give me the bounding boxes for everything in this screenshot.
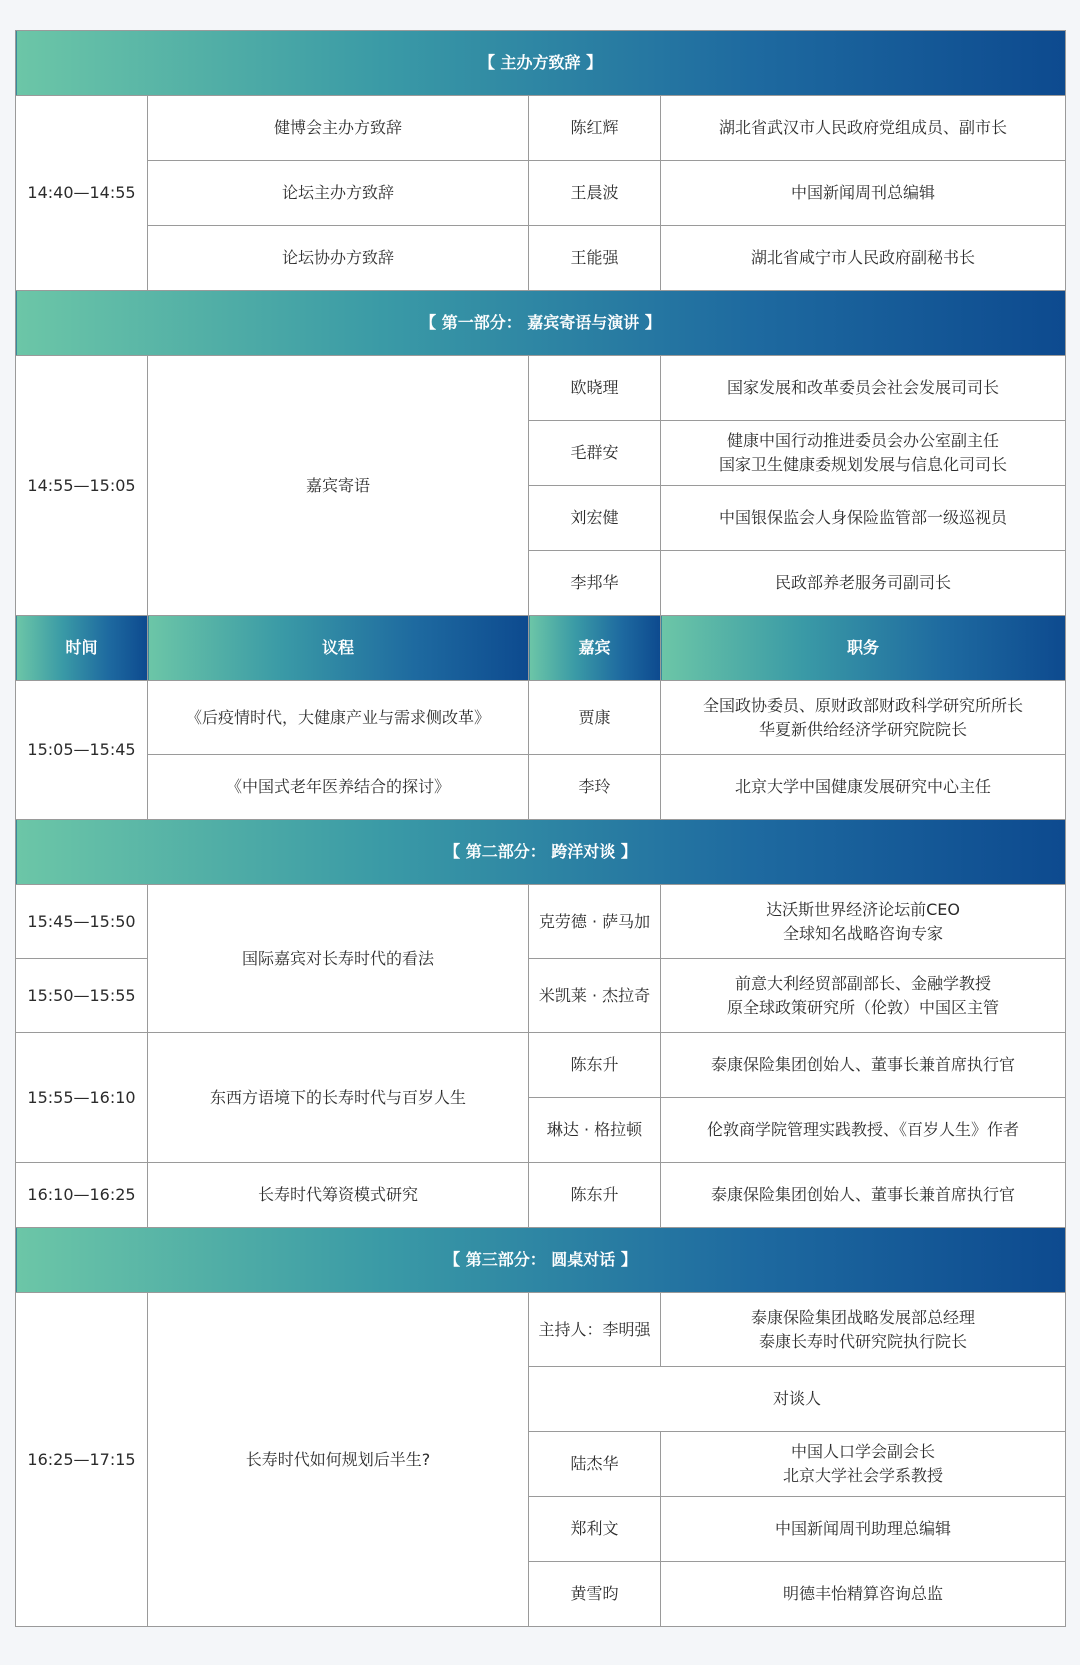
table-row (16, 1293, 1066, 1367)
table-row (16, 681, 1066, 755)
topic-cell: 国际嘉宾对长寿时代的看法 (148, 885, 529, 1033)
host-cell: 主持人：李明强 (529, 1293, 661, 1367)
section-band-part2 (16, 820, 1066, 885)
position-cell: 中国新闻周刊总编辑 (661, 161, 1066, 226)
table-row (16, 226, 1066, 291)
time-cell: 15:55—16:10 (16, 1033, 148, 1163)
topic-cell: 东西方语境下的长寿时代与百岁人生 (148, 1033, 529, 1163)
time-cell: 14:40—14:55 (16, 96, 148, 291)
position-cell (661, 486, 1066, 551)
position-line: 健康中国行动推进委员会办公室副主任 (727, 431, 1000, 450)
topic-cell: 长寿时代筹资模式研究 (148, 1163, 529, 1228)
speaker-cell: 陈东升 (529, 1033, 661, 1098)
speaker-cell: 陆杰华 (529, 1432, 661, 1497)
dialog-label-cell: 对谈人 (529, 1367, 1066, 1432)
speaker-cell: 米凯莱 · 杰拉奇 (529, 959, 661, 1033)
position-cell (661, 885, 1066, 959)
speaker-cell: 李玲 (529, 755, 661, 820)
column-header-row (16, 616, 1066, 681)
speaker-cell: 王晨波 (529, 161, 661, 226)
position-line: 民政部养老服务司副司长 (775, 573, 952, 592)
column-header-position: 职务 (661, 616, 1066, 681)
position-line: 全国政协委员、原财政部财政科学研究所所长 (703, 695, 1024, 715)
section-title: 【 第一部分： 嘉宾寄语与演讲 】 (16, 291, 1066, 356)
position-line: 前意大利经贸部副部长、金融学教授 (735, 973, 992, 993)
table-row (16, 1163, 1066, 1228)
position-cell: 泰康保险集团创始人、董事长兼首席执行官 (661, 1163, 1066, 1228)
topic-cell: 嘉宾寄语 (148, 356, 529, 616)
section-band-opening (16, 31, 1066, 96)
speaker-cell: 克劳德 · 萨马加 (529, 885, 661, 959)
position-cell (661, 959, 1066, 1033)
topic-cell: 论坛协办方致辞 (148, 226, 529, 291)
speaker-cell: 黄雪昀 (529, 1562, 661, 1627)
topic-cell: 长寿时代如何规划后半生? (148, 1293, 529, 1627)
table-row (16, 755, 1066, 820)
time-cell: 15:45—15:50 (16, 885, 148, 959)
position-cell (661, 1098, 1066, 1163)
section-band-part3 (16, 1228, 1066, 1293)
speaker-cell: 贾康 (529, 681, 661, 755)
speaker-cell: 陈东升 (529, 1163, 661, 1228)
position-line: 中国新闻周刊助理总编辑 (775, 1519, 952, 1538)
position-line: 国家发展和改革委员会社会发展司司长 (727, 378, 1000, 397)
time-cell: 15:50—15:55 (16, 959, 148, 1033)
speaker-cell: 欧晓理 (529, 356, 661, 421)
table-row (16, 161, 1066, 226)
position-cell: 湖北省武汉市人民政府党组成员、副市长 (661, 96, 1066, 161)
section-title: 【 主办方致辞 】 (16, 31, 1066, 96)
position-line: 中国人口学会副会长 (791, 1442, 936, 1461)
speaker-cell: 郑利文 (529, 1497, 661, 1562)
speaker-cell: 李邦华 (529, 551, 661, 616)
table-row (16, 96, 1066, 161)
table-row (16, 356, 1066, 421)
position-line: 中国银保监会人身保险监管部一级巡视员 (719, 508, 1008, 527)
time-cell: 16:10—16:25 (16, 1163, 148, 1228)
position-line: 全球知名战略咨询专家 (783, 923, 944, 943)
position-cell (661, 1562, 1066, 1627)
position-line: 泰康保险集团战略发展部总经理 (751, 1307, 976, 1327)
position-line: 泰康保险集团创始人、董事长兼首席执行官 (711, 1055, 1016, 1074)
position-line: 伦敦商学院管理实践教授、《百岁人生》作者 (707, 1120, 1020, 1139)
table-row (16, 1033, 1066, 1098)
position-cell (661, 1432, 1066, 1497)
position-cell (661, 421, 1066, 486)
agenda-table (15, 30, 1066, 1627)
section-title: 【 第三部分： 圆桌对话 】 (16, 1228, 1066, 1293)
time-cell: 16:25—17:15 (16, 1293, 148, 1627)
section-band-part1 (16, 291, 1066, 356)
topic-cell: 《后疫情时代，大健康产业与需求侧改革》 (148, 681, 529, 755)
column-header-time: 时间 (16, 616, 148, 681)
position-cell (661, 551, 1066, 616)
position-cell (661, 1033, 1066, 1098)
speaker-cell: 陈红辉 (529, 96, 661, 161)
position-line: 国家卫生健康委规划发展与信息化司司长 (719, 455, 1008, 474)
topic-cell: 《中国式老年医养结合的探讨》 (148, 755, 529, 820)
speaker-cell: 毛群安 (529, 421, 661, 486)
column-header-agenda: 议程 (148, 616, 529, 681)
column-header-guest: 嘉宾 (529, 616, 661, 681)
position-line: 北京大学中国健康发展研究中心主任 (735, 777, 992, 796)
section-title: 【 第二部分： 跨洋对谈 】 (16, 820, 1066, 885)
position-cell (661, 1293, 1066, 1367)
position-line: 原全球政策研究所（伦敦）中国区主管 (727, 997, 1000, 1017)
position-line: 泰康长寿时代研究院执行院长 (759, 1331, 968, 1351)
time-cell: 14:55—15:05 (16, 356, 148, 616)
position-line: 北京大学社会学系教授 (783, 1466, 944, 1485)
position-cell (661, 755, 1066, 820)
position-line: 达沃斯世界经济论坛前CEO (766, 899, 960, 919)
agenda-sheet (15, 30, 1065, 1627)
topic-cell: 论坛主办方致辞 (148, 161, 529, 226)
position-cell (661, 681, 1066, 755)
position-line: 明德丰怡精算咨询总监 (783, 1584, 944, 1603)
table-row (16, 885, 1066, 959)
position-cell (661, 1497, 1066, 1562)
speaker-cell: 王能强 (529, 226, 661, 291)
speaker-cell: 琳达 · 格拉顿 (529, 1098, 661, 1163)
position-cell: 湖北省咸宁市人民政府副秘书长 (661, 226, 1066, 291)
time-cell: 15:05—15:45 (16, 681, 148, 820)
topic-cell: 健博会主办方致辞 (148, 96, 529, 161)
position-line: 华夏新供给经济学研究院院长 (759, 719, 968, 739)
position-cell (661, 356, 1066, 421)
speaker-cell: 刘宏健 (529, 486, 661, 551)
